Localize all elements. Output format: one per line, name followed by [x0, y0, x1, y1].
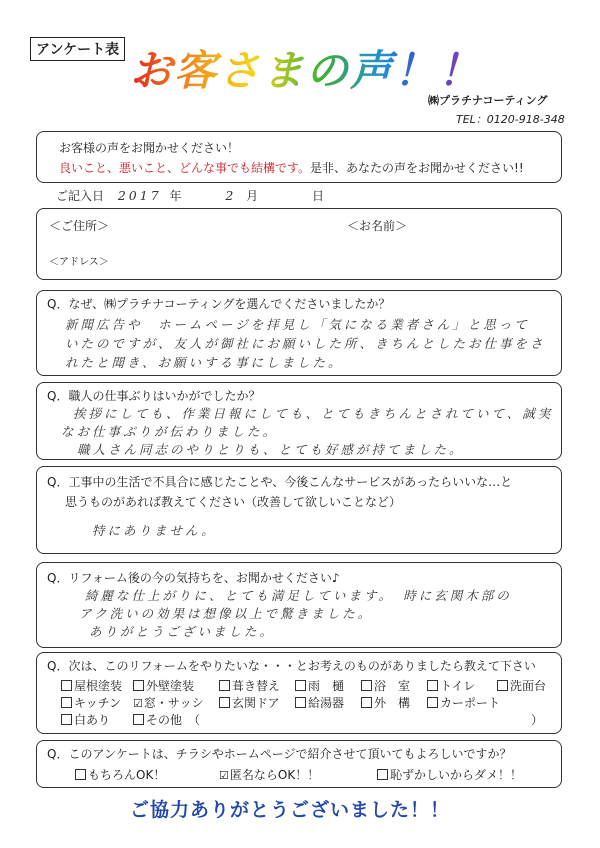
- q5-box: [36, 652, 562, 734]
- date-label: ご記入日: [56, 189, 105, 203]
- checkbox[interactable]: [61, 697, 72, 708]
- form-title: お客さまの声！！: [130, 38, 482, 98]
- checkbox[interactable]: [295, 680, 306, 691]
- checkbox[interactable]: [497, 680, 508, 691]
- q4-answer-line: アク洗いの効果は想像以上で驚きました。: [79, 606, 374, 621]
- q2-answer-line: 職人さん同志のやりとりも、とても好感が持てました。: [77, 442, 465, 457]
- form-tag: アンケート表: [30, 37, 125, 61]
- q3-question-line-2: 思うものがあれば教えてください（改善して欲しいことなど）: [65, 495, 402, 509]
- intro-line-2: [59, 159, 524, 176]
- name-label: ＜お名前＞: [347, 219, 408, 233]
- option-label: その他 （: [146, 713, 201, 727]
- intro-rest: 是非、あなたの声をお聞かせください!!: [310, 161, 524, 175]
- contact-box: [36, 208, 562, 280]
- option-label: 洗面台: [510, 679, 547, 693]
- checkbox-checked[interactable]: ☑: [219, 769, 229, 782]
- date-month[interactable]: 2: [225, 188, 237, 203]
- intro-line-1: お客様の声をお聞かせください！: [59, 141, 240, 155]
- q5-question: Q．次は、このリフォームをやりたいな・・・とお考えのものがありましたら教えて下さい: [47, 659, 536, 673]
- q6-question: Q．このアンケートは、チラシやホームページで紹介させて頂いてもよろしいですか？: [47, 747, 512, 761]
- thanks-message: ご協力ありがとうございました！！: [130, 799, 451, 821]
- q1-question: Q．なぜ、㈱プラチナコーティングを選んでくださいましたか？: [47, 297, 391, 311]
- checkbox[interactable]: [61, 714, 72, 725]
- q2-question: Q．職人の仕事ぶりはいかがでしたか？: [47, 389, 261, 403]
- phone-number: TEL：0120-918-348: [456, 113, 565, 126]
- email-label: ＜アドレス＞: [49, 257, 109, 268]
- checkbox[interactable]: [133, 680, 144, 691]
- checkbox[interactable]: [377, 769, 388, 780]
- option-label: 屋根塗装: [74, 679, 123, 693]
- q4-answer[interactable]: [79, 587, 512, 641]
- option-label: 給湯器: [308, 696, 345, 710]
- option-label: 外壁塗装: [146, 679, 195, 693]
- checkbox[interactable]: [361, 697, 372, 708]
- checkbox[interactable]: [427, 680, 438, 691]
- company-name: ㈱プラチナコーティング: [428, 94, 548, 107]
- intro-box: [36, 131, 562, 183]
- address-label: ＜ご住所＞: [49, 219, 110, 233]
- option-label: 白あり: [74, 713, 111, 727]
- q1-answer-line: 新聞広告や ホームページを拝見し「気になる業者さん」と思って: [65, 317, 530, 332]
- q3-box: [36, 466, 562, 554]
- option-label: 窓・サッシ: [143, 696, 204, 710]
- q2-answer-line: なお仕事ぶりが伝わりました。: [61, 424, 279, 439]
- checkbox[interactable]: [295, 697, 306, 708]
- month-suffix: 月: [246, 189, 259, 203]
- option-label: 雨 樋: [308, 679, 345, 693]
- checkbox[interactable]: [219, 697, 230, 708]
- checkbox[interactable]: [361, 680, 372, 691]
- checkbox[interactable]: [133, 714, 144, 725]
- intro-highlight: 良いこと、悪いこと、どんな事でも結構です。: [59, 161, 311, 175]
- option-label: 外 構: [374, 696, 411, 710]
- q1-answer[interactable]: [65, 315, 546, 372]
- date-year[interactable]: 2017: [117, 188, 162, 203]
- option-label: もちろんOK！: [88, 768, 166, 782]
- q2-answer[interactable]: [61, 405, 554, 459]
- option-label: 浴 室: [374, 679, 411, 693]
- option-label: トイレ: [440, 679, 476, 693]
- day-suffix: 日: [311, 189, 324, 203]
- option-label: カーポート: [440, 696, 501, 710]
- close-paren: ）: [531, 713, 544, 727]
- year-suffix: 年: [169, 189, 182, 203]
- q3-question-line-1: Q．工事中の生活で不具合に感じたことや、今後こんなサービスがあったらいいな…と: [47, 475, 513, 489]
- q4-answer-line: 綺麗な仕上がりに、とても満足しています。 時に玄関木部の: [85, 588, 512, 603]
- q4-answer-line: ありがとうございました。: [89, 624, 276, 639]
- option-label: 葺き替え: [232, 679, 281, 693]
- q1-answer-line: いたのですが、友人が御社にお願いした所、きちんとしたお仕事をさ: [65, 336, 546, 351]
- option-label: 恥ずかしいからダメ！！: [390, 768, 523, 782]
- q6-box: [36, 740, 562, 788]
- q4-question: Q．リフォーム後の今の気持ちを、お聞かせください♪: [47, 571, 340, 585]
- q4-box: [36, 562, 562, 648]
- checkbox[interactable]: [61, 680, 72, 691]
- checkbox[interactable]: [75, 769, 86, 780]
- date-row: [56, 187, 324, 204]
- checkbox[interactable]: [219, 680, 230, 691]
- option-label: 匿名ならOK！！: [229, 768, 320, 782]
- checkbox-checked[interactable]: ☑: [133, 697, 143, 710]
- q2-box: [36, 382, 562, 460]
- q1-answer-line: れたと聞き、お願いする事にしました。: [65, 355, 344, 370]
- option-label: 玄関ドア: [232, 696, 280, 710]
- checkbox[interactable]: [427, 697, 438, 708]
- q2-answer-line: 挨拶にしても、作業日報にしても、とてもきちんとされていて、誠実: [73, 406, 554, 421]
- option-label: キッチン: [74, 696, 122, 710]
- q3-answer[interactable]: 特にありません。: [92, 523, 217, 538]
- q1-box: [36, 290, 562, 376]
